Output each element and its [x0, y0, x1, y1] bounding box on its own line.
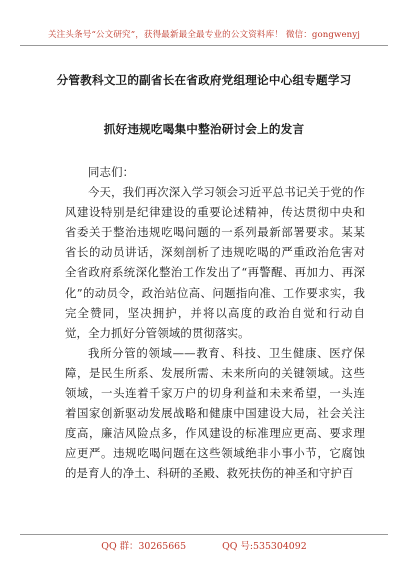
body-paragraph-1: 今天，我们再次深入学习领会习近平总书记关于党的作风建设特别是纪律建设的重要论述精神，传达贯彻中央和省委关于整治违规吃喝问题的一系列最新部署要求。某某省长的动员讲话，深刻剖析了违规吃喝的严重政治危害对全省政府系统深化整治工作发出了“再警醒、再加力、再深化”的动员令，政治站位高、问题指向准、工作要求实，我完全赞同，坚决拥护，并将以高度的政治自觉和行动自觉，全力抓好分管领域的贯彻落实。 [65, 185, 365, 340]
footer-qq-number: QQ 号:535304092 [222, 541, 307, 552]
body-paragraph-2: 我所分管的领域——教育、科技、卫生健康、医疗保障，是民生所系、发展所需、未来所向的关键领域。这些领域，一头连着千家万户的切身利益和未来希望，一头连着国家创新驱动发展战略和健康中国建设大局，社会关注度高，廉洁风险点多，作风建设的标准理应更高、要求理应更严。违规吃喝问题在这些领域绝非小事小节，它腐蚀的是育人的净土、科研的圣殿、救死扶伤的神圣和守护百 [65, 345, 365, 481]
document-subtitle: 抓好违规吃喝集中整治研讨会上的发言 [103, 122, 305, 136]
footer-divider [20, 534, 388, 535]
salutation: 同志们： [88, 165, 135, 179]
header-divider [20, 45, 388, 46]
document-title: 分管教科文卫的副省长在省政府党组理论中心组专题学习 [56, 73, 352, 87]
header-promo-note: 关注头条号“公文研究”，获得最新最全最专业的公文资料库！ 微信：gongwenyj [47, 30, 361, 40]
footer-qq-group: QQ 群：30265665 [101, 541, 187, 552]
document-body [65, 162, 365, 484]
footer-contact [0, 538, 408, 552]
